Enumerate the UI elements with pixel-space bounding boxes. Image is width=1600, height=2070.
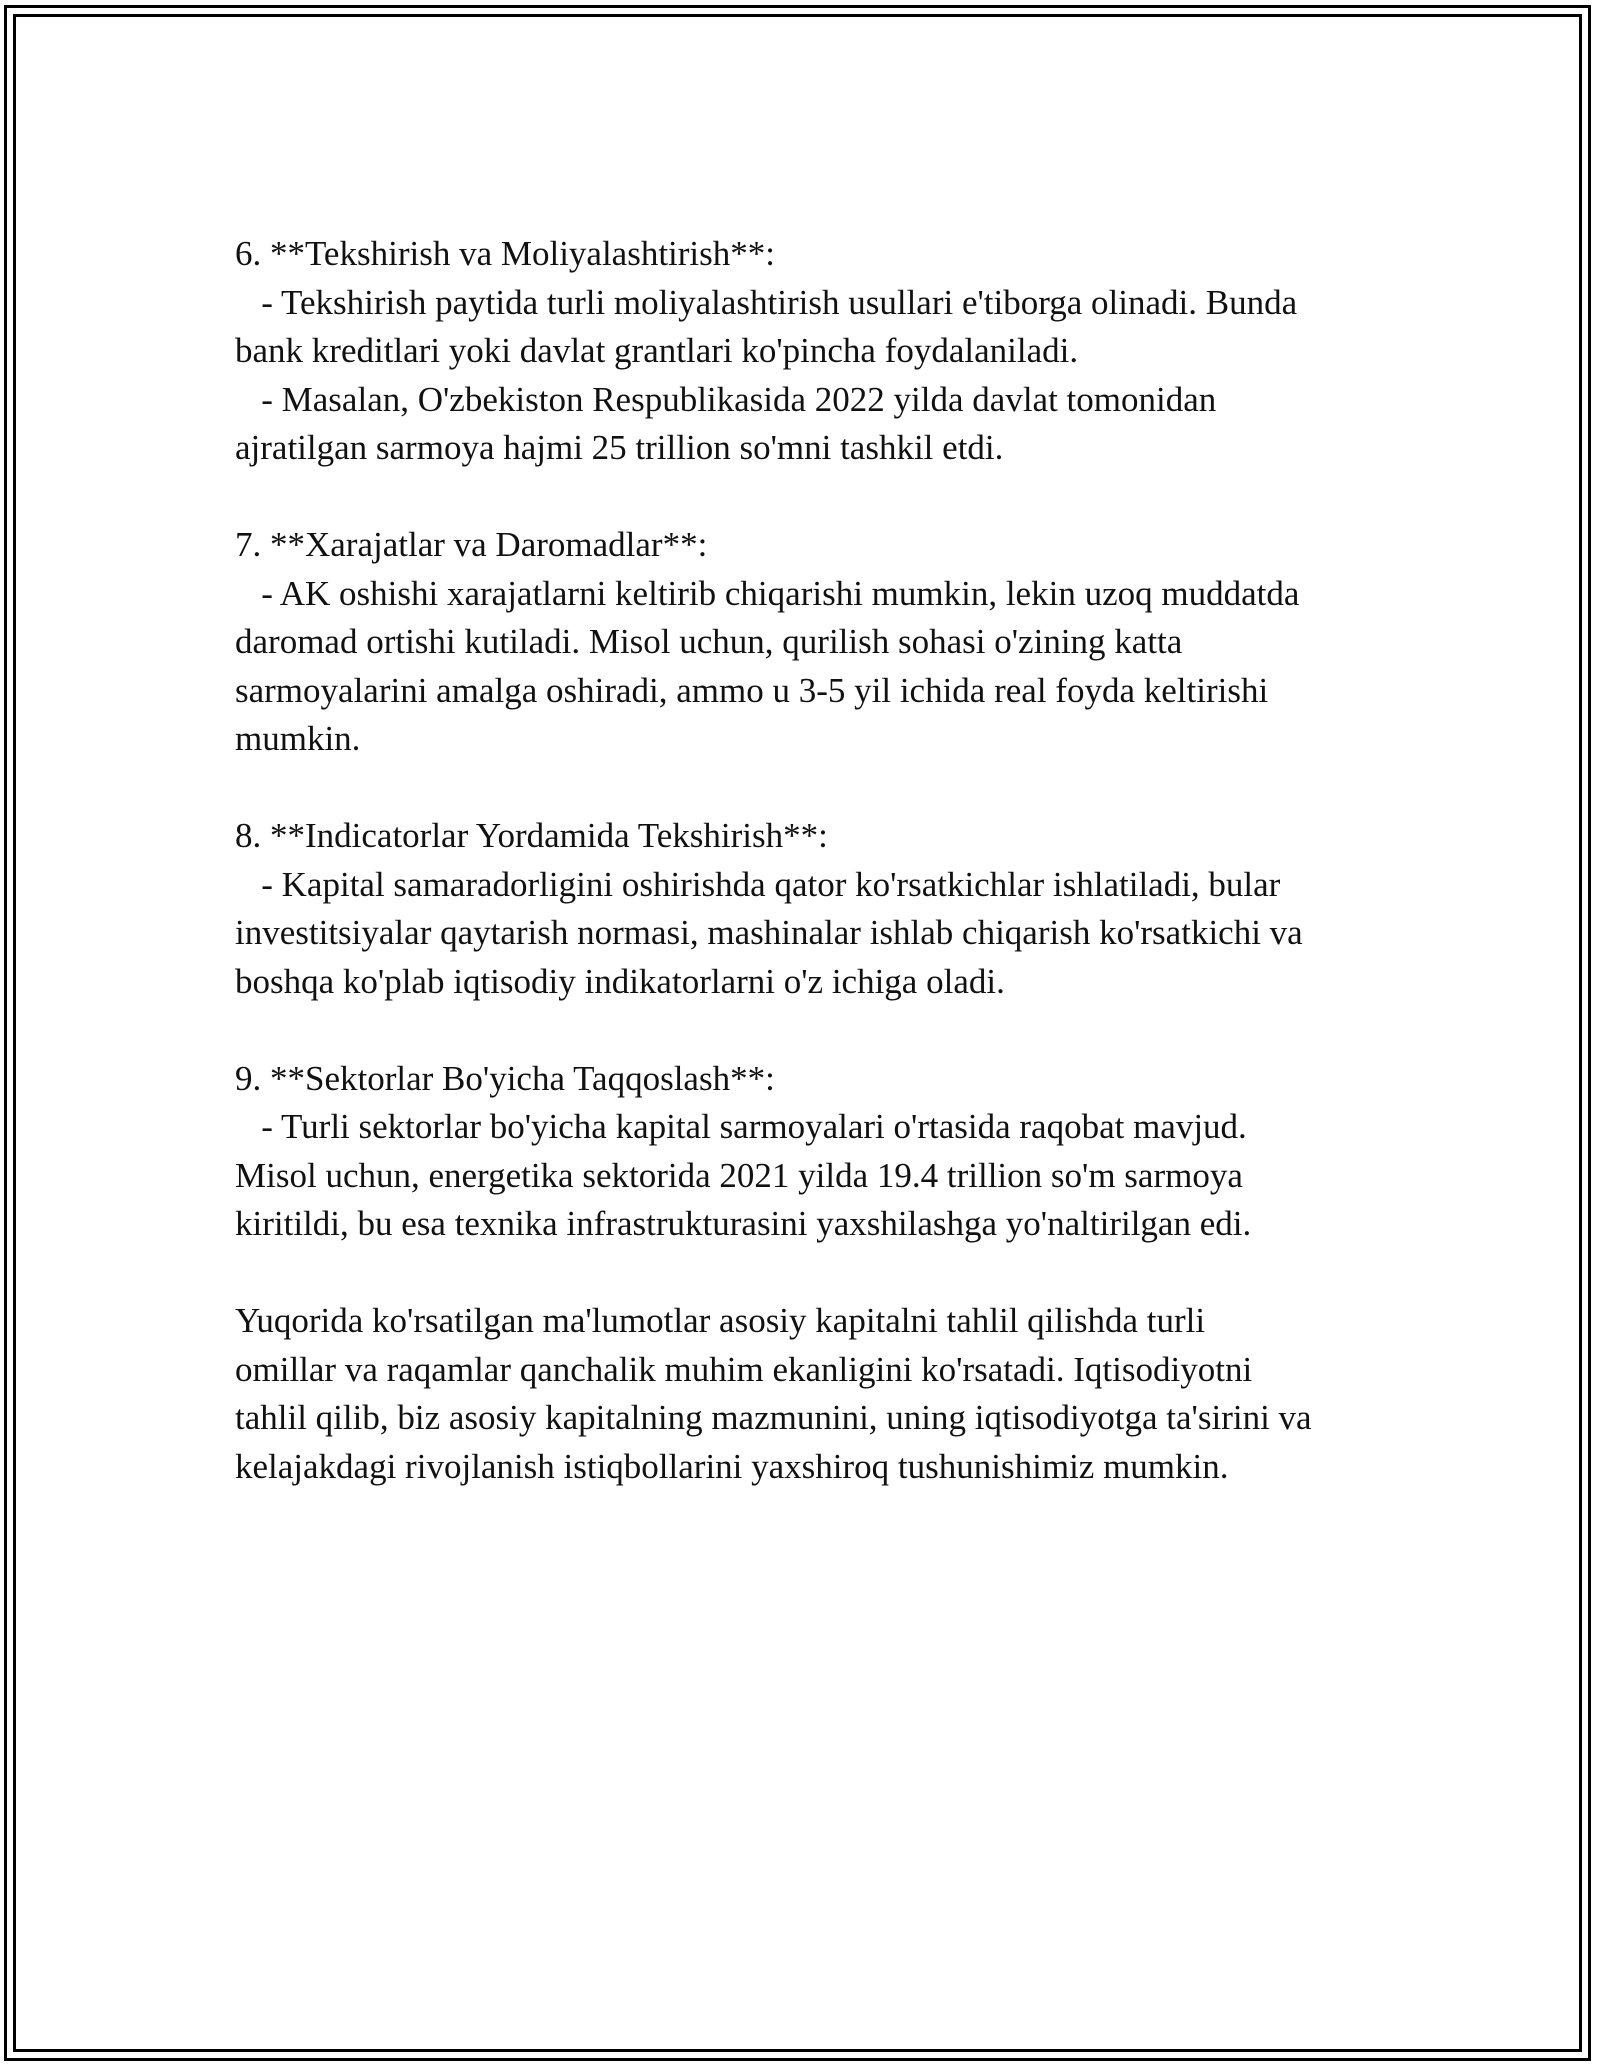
text-line: boshqa ko'plab iqtisodiy indikatorlarni o'z ichiga oladi. xyxy=(235,961,1005,1001)
text-line: ajratilgan sarmoya hajmi 25 trillion so'mni tashkil etdi. xyxy=(235,428,1004,467)
blank-line xyxy=(235,1006,1405,1055)
text-line: - Kapital samaradorligini oshirishda qator ko'rsatkichlar ishlatiladi, bular xyxy=(235,864,1281,904)
document-body xyxy=(235,230,1405,1491)
section-9-heading: 9. **Sektorlar Bo'yicha Taqqoslash**: xyxy=(235,1058,775,1098)
blank-line xyxy=(235,764,1405,813)
text-line: sarmoyalarini amalga oshiradi, ammo u 3-5 yil ichida real foyda keltirishi xyxy=(235,670,1269,710)
text-line: kiritildi, bu esa texnika infrastrukturasini yaxshilashga yo'naltirilgan edi. xyxy=(235,1204,1252,1243)
conclusion-line: tahlil qilib, biz asosiy kapitalning mazmunini, uning iqtisodiyotga ta'sirini va xyxy=(235,1398,1312,1437)
conclusion-line: omillar va raqamlar qanchalik muhim ekanligini ko'rsatadi. Iqtisodiyotni xyxy=(235,1349,1253,1389)
blank-line xyxy=(235,1249,1405,1298)
text-line: - AK oshishi xarajatlarni keltirib chiqarishi mumkin, lekin uzoq muddatda xyxy=(235,573,1300,613)
section-7-heading: 7. **Xarajatlar va Daromadlar**: xyxy=(235,525,708,564)
text-line: - Turli sektorlar bo'yicha kapital sarmoyalari o'rtasida raqobat mavjud. xyxy=(235,1107,1247,1146)
text-line: - Masalan, O'zbekiston Respublikasida 2022 yilda davlat tomonidan xyxy=(235,379,1217,419)
text-line: - Tekshirish paytida turli moliyalashtirish usullari e'tiborga olinadi. Bunda xyxy=(235,282,1298,322)
conclusion-line: Yuqorida ko'rsatilgan ma'lumotlar asosiy kapitalni tahlil qilishda turli xyxy=(235,1301,1206,1340)
text-line: mumkin. xyxy=(235,719,361,758)
text-line: investitsiyalar qaytarish normasi, mashinalar ishlab chiqarish ko'rsatkichi va xyxy=(235,913,1303,952)
text-line: daromad ortishi kutiladi. Misol uchun, qurilish sohasi o'zining katta xyxy=(235,622,1183,661)
text-line: bank kreditlari yoki davlat grantlari ko'pincha foydalaniladi. xyxy=(235,331,1079,370)
conclusion-line: kelajakdagi rivojlanish istiqbollarini yaxshiroq tushunishimiz mumkin. xyxy=(235,1446,1229,1486)
text-line: Misol uchun, energetika sektorida 2021 yilda 19.4 trillion so'm sarmoya xyxy=(235,1155,1243,1195)
section-6-heading: 6. **Tekshirish va Moliyalashtirish**: xyxy=(235,234,776,273)
blank-line xyxy=(235,473,1405,522)
section-8-heading: 8. **Indicatorlar Yordamida Tekshirish**: xyxy=(235,816,828,855)
